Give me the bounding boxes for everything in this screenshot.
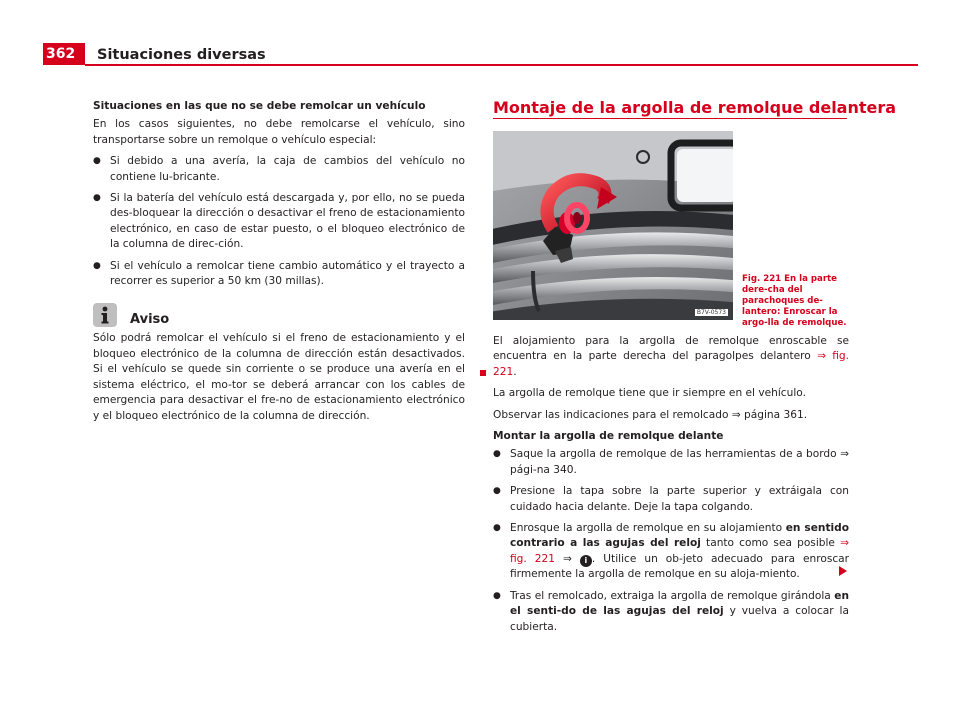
note-text: Sólo podrá remolcar el vehículo si el freno de estacionamiento y el bloqueo electrónico de la columna de dirección están desactivados. Si el vehículo se quede sin corriente o se produce una avería en el sistema eléctrico, el mo-tor se deberá arrancar con los cables de emergencia para desactivar el fre-no de estacionamiento electrónico y el bloqueo electrónico de la columna de dirección.	[93, 332, 465, 422]
running-header: Situaciones diversas	[97, 47, 266, 63]
note-heading	[93, 303, 465, 327]
note-title: Aviso	[130, 311, 170, 327]
bumper-illustration	[493, 131, 733, 320]
section-rule	[493, 118, 847, 119]
list-item: ● Si debido a una avería, la caja de cambios del vehículo no contiene lu-bricante.	[93, 154, 465, 185]
bullet-icon: ●	[493, 486, 501, 497]
figure-link[interactable]: ⇒ fig. 221	[493, 350, 850, 378]
bullet-icon: ●	[493, 449, 501, 460]
paragraph: El alojamiento para la argolla de remolque enroscable se encuentra en la parte derecha del paragolpes delantero ⇒ fig. 221.	[493, 335, 850, 378]
bullet-icon: ●	[493, 590, 501, 601]
left-subheading: Situaciones en las que no se debe remolcar un vehículo	[93, 100, 426, 112]
bullet-icon: ●	[493, 523, 501, 534]
info-circle-icon: i	[580, 555, 592, 567]
list-item: ● Si el vehículo a remolcar tiene cambio automático y el trayecto a recorrer es superior a 50 km (30 millas).	[93, 259, 465, 290]
left-column	[93, 99, 465, 430]
list-item: ● Enrosque la argolla de remolque en su alojamiento en sentido contrario a las agujas del reloj tanto como sea posible ⇒ fig. 221 ⇒ i . Utilice un ob-jeto adecuado para enroscar firmemente la argolla de remolque en su aloja-miento.	[493, 521, 849, 583]
bullet-icon: ●	[93, 193, 101, 204]
continue-arrow-icon	[839, 566, 847, 576]
info-icon	[93, 303, 117, 327]
figure-caption: Fig. 221 En la parte dere-cha del parachoques de-lantero: Enroscar la argo-lla de remolque.	[742, 274, 847, 328]
header-rule	[85, 64, 918, 66]
bullet-icon: ●	[93, 260, 101, 271]
list-item: ● Si la batería del vehículo está descargada y, por ello, no se pueda des-bloquear la dirección o desactivar el freno de estacionamiento electrónico, en caso de estar puesto, o el bloqueo electrónico de la columna de direc-ción.	[93, 191, 465, 253]
list-item: ● Saque la argolla de remolque de las herramientas de a bordo ⇒ pági-na 340.	[493, 447, 849, 478]
section-title: Montaje de la argolla de remolque delantera	[493, 98, 897, 117]
section-end-marker	[480, 370, 486, 376]
list-item: ● Presione la tapa sobre la parte superior y extráigala con cuidado hacia delante. Deje la tapa colgando.	[493, 484, 849, 515]
right-column	[493, 334, 849, 635]
paragraph: Observar las indicaciones para el remolcado ⇒ página 361.	[493, 408, 808, 421]
bullet-icon: ●	[93, 156, 101, 167]
figure-code: B7V-0573	[696, 309, 726, 316]
figure-link[interactable]: ⇒ fig. 221	[510, 537, 849, 565]
paragraph: La argolla de remolque tiene que ir siempre en el vehículo.	[493, 387, 806, 400]
list-item: ● Tras el remolcado, extraiga la argolla de remolque girándola en el senti-do de las agujas del reloj y vuelva a colocar la cubierta.	[493, 589, 849, 635]
figure-tow-hook	[493, 131, 733, 320]
left-intro: En los casos siguientes, no debe remolcarse el vehículo, sino transportarse sobre un remolque o vehículo especial:	[93, 118, 465, 146]
page-number: 362	[43, 43, 85, 65]
right-subheading: Montar la argolla de remolque delante	[493, 430, 724, 443]
